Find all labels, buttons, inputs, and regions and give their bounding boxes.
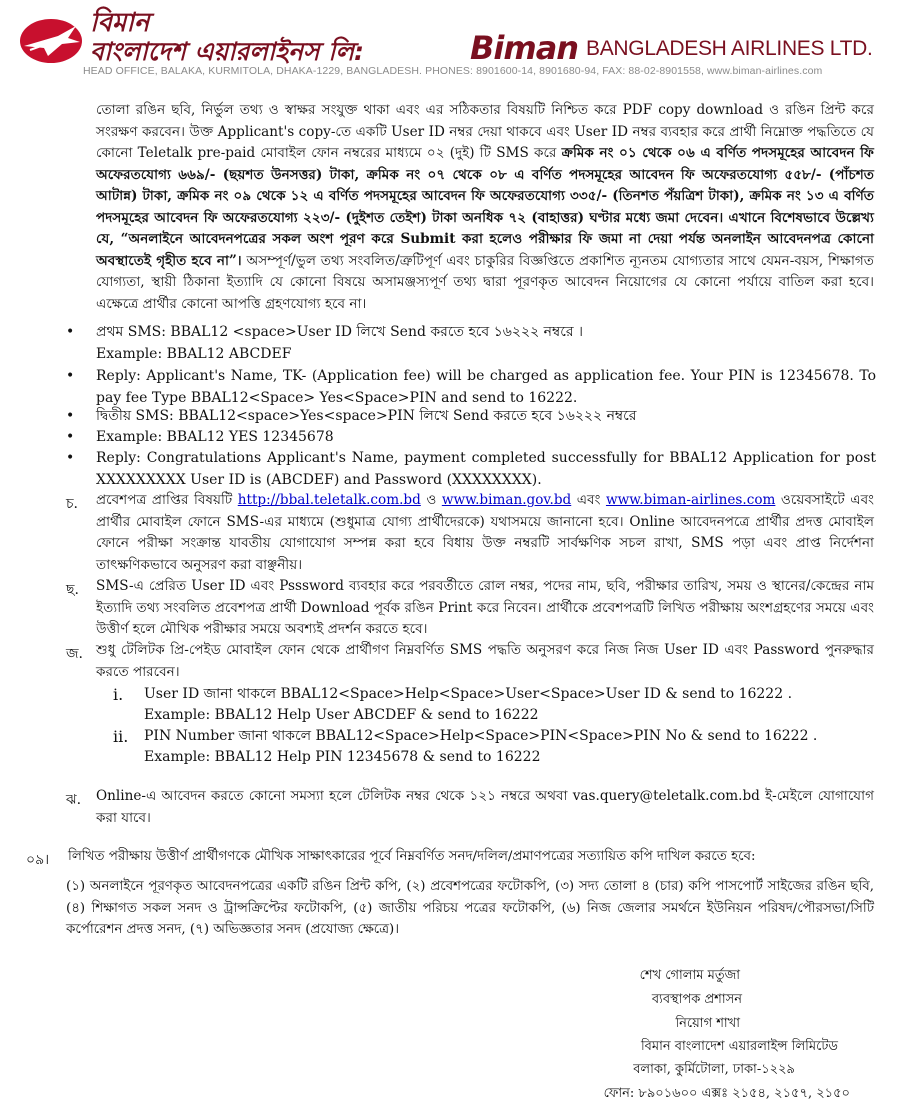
link-separator: ও <box>420 492 442 508</box>
item-marker: ছ. <box>66 582 79 598</box>
recovery-pin-example: Example: BBAL12 Help PIN 12345678 & send to 16222 <box>144 749 541 765</box>
helpline-text: Online-এ আবেদন করতে কোনো সমস্যা হলে টেলিটক নম্বর থেকে ১২১ নম্বরে অথবা vas.query@teletalk.com.bd ই-মেইলে যোগাযোগ করা যাবে। <box>96 788 874 826</box>
signatory-phone: ফোন: ৮৯০১৬০০ এক্সঃ ২১৫৪, ২১৫৭, ২১৫০ <box>603 1086 850 1101</box>
airline-logo-icon <box>18 16 84 66</box>
sub-marker: i. <box>113 685 124 704</box>
recovery-user-id-rule: User ID জানা থাকলে BBAL12<Space>Help<Space>User<Space>User ID & send to 16222 . <box>144 686 793 702</box>
signatory-address: বলাকা, কুর্মিটোলা, ঢাকা-১২২৯ <box>633 1062 795 1077</box>
signatory-designation: ব্যবস্থাপক প্রশাসন <box>651 992 742 1007</box>
admit-card-text: প্রবেশপত্র প্রাপ্তির বিষয়টি <box>96 492 238 508</box>
signatory-name: শেখ গোলাম মর্তুজা <box>639 968 740 983</box>
bullet-item: Reply: Applicant's Name, TK- (Application fee) will be charged as application fee. Your PIN is 12345678. To pay fee Type BBAL12<Space> Yes<Space>PIN and send to 16222. <box>96 368 876 406</box>
bangla-name-line1: বিমান <box>90 8 150 38</box>
intro-fee-text: ক্রমিক নং ০১ থেকে ০৬ এ বর্ণিত পদসমূহের আবেদন ফি অফেরতযোগ্য ৬৬৯/- (ছয়শত উনসত্তর) টাকা, ক্রমিক নং ০৭ থেকে ০৮ এ বর্ণিত পদসমূহের আবেদন ফি অফেরতযোগ্য ৫৫৮/- (পাঁচশত আটান্ন) টাকা, ক্রমিক নং ০৯ থেকে ১২ এ বর্ণিত পদসমূহের আবেদন ফি অফেরতযোগ্য ৩৩৫/- (তিনশত পঁয়ত্রিশ টাকা), ক্রমিক নং ১৩ এ বর্ণিত পদসমূহের আবেদন ফি অফেরতযোগ্য ২২৩/- (দুইশত তেইশ) টাকা অনধিক ৭২ (বাহাত্তর) ঘণ্টার মধ্যে জমা দেবেন। এখানে বিশেষভাবে উল্লেখ্য যে, “অনলাইনে আবেদনপত্রের সকল অংশ পূরণ করে Submit করা হলেও পরীক্ষার ফি জমা না দেয়া পর্যন্ত অনলাইন আবেদনপত্র কোনো অবস্থাতেই গৃহীত হবে না”। <box>96 145 874 269</box>
item-marker: জ. <box>66 646 83 662</box>
recovery-pin-rule: PIN Number জানা থাকলে BBAL12<Space>Help<Space>PIN<Space>PIN No & send to 16222 . <box>144 728 818 744</box>
item-marker: চ. <box>66 496 79 512</box>
letterhead <box>0 0 900 84</box>
required-documents-list: (১) অনলাইনে পূরণকৃত আবেদনপত্রের একটি রঙিন প্রিন্ট কপি, (২) প্রবেশপত্রের ফটোকপি, (৩) সদ্য তোলা ৪ (চার) কপি পাসপোর্ট সাইজের রঙিন ছবি, (৪) শিক্ষাগত সকল সনদ ও ট্রান্সক্রিপ্টের ফটোকপি, (৫) জাতীয় পরিচয় পত্রের ফটোকপি, (৬) নিজ জেলার সমর্থনে ইউনিয়ন পরিষদ/পৌরসভা/সিটি কর্পোরেশন প্রদত্ত সনদ, (৭) অভিজ্ঞতার সনদ (প্রযোজ্য ক্ষেত্রে)। <box>66 879 874 937</box>
item-marker: ঝ. <box>66 792 82 808</box>
intro-text: তোলা রঙিন ছবি, নির্ভুল তথ্য ও স্বাক্ষর সংযুক্ত থাকা এবং এর সঠিকতার বিষয়টি নিশ্চিত করে PDF copy download ও রঙিন প্রিন্ট করে সংরক্ষণ করবেন। উক্ত Applicant's copy-তে একটি User ID নম্বর দেয়া থাকবে এবং User ID নম্বর ব্যবহার করে প্রার্থী নিম্নোক্ত পদ্ধতিতে যে কোনো Teletalk pre-paid মোবাইল ফোন নম্বরের মাধ্যমে ০২ (দুই) টি SMS করে <box>96 102 874 161</box>
bangla-name-line2: বাংলাদেশ এয়ারলাইনস লি: <box>90 37 365 66</box>
intro-paragraph <box>96 100 874 315</box>
admit-card-tail: ওয়েবসাইটে এবং প্রার্থীর মোবাইল ফোনে SMS-এর মাধ্যমে (শুধুমাত্র যোগ্য প্রার্থীদেরকে) যথাসময়ে জানানো হবে। Online আবেদনপত্রে প্রার্থীর প্রদত্ত মোবাইল ফোনে পরীক্ষা সংক্রান্ত যাবতীয় যোগাযোগ সম্পন্ন করা হবে বিধায় উক্ত নম্বরটি সার্বক্ষণিক সচল রাখা, SMS পড়া এবং প্রাপ্ত নির্দেশনা তাৎক্ষণিকভাবে অনুসরণ করা বাঞ্ছনীয়। <box>96 492 875 573</box>
bullet-item <box>96 322 876 365</box>
signatory-branch: নিয়োগ শাখা <box>675 1016 740 1031</box>
intro-tail-text: অসম্পূর্ণ/ভুল তথ্য সংবলিত/ত্রুটিপূর্ণ এবং চাকুরির বিজ্ঞপ্তিতে প্রকাশিত ন্যূনতম যোগ্যতার সাথে যেমন-বয়স, শিক্ষাগত যোগ্যতা, স্থায়ী ঠিকানা ইত্যাদি যে কোনো বিষয়ে অসামঞ্জস্যপূর্ণ তথ্য দ্বারা পূরণকৃত আবেদন নিয়োগের যে কোনো পর্যায়ে বাতিল করা হবে। এক্ষেত্রে প্রার্থীর কোনো আপত্তি গ্রহণযোগ্য হবে না। <box>96 252 874 312</box>
bullet-item: দ্বিতীয় SMS: BBAL12<space>Yes<space>PIN লিখে Send করতে হবে ১৬২২২ নম্বরে <box>96 408 637 424</box>
signatory-organization: বিমান বাংলাদেশ এয়ারলাইন্স লিমিটেড <box>640 1039 838 1054</box>
head-office-address: HEAD OFFICE, BALAKA, KURMITOLA, DHAKA-1229, BANGLADESH. PHONES: 8901600-14, 8901680-94, FAX: 88-02-8901558, www.biman-airlines.com <box>83 65 823 77</box>
recovery-user-id <box>144 684 884 726</box>
sub-marker: ii. <box>113 727 129 746</box>
bullet-item: Reply: Congratulations Applicant's Name, payment completed successfully for BBAL12 Application for post XXXXXXXXX User ID is (ABCDEF) and Password (XXXXXXXX). <box>96 450 876 488</box>
section-heading: লিখিত পরীক্ষায় উত্তীর্ণ প্রার্থীগণকে মৌখিক সাক্ষাৎকারের পূর্বে নিম্নবর্ণিত সনদ/দলিল/প্রমাণপত্রের সত্যায়িত কপি দাখিল করতে হবে: <box>68 849 756 864</box>
bullet-dot: • <box>66 324 75 340</box>
teletalk-link[interactable]: http://bbal.teletalk.com.bd <box>237 492 421 508</box>
recovery-user-id-example: Example: BBAL12 Help User ABCDEF & send to 16222 <box>144 707 539 723</box>
admit-card-info <box>96 490 874 576</box>
section-number: ০৯। <box>26 852 50 868</box>
recovery-pin <box>144 726 884 768</box>
bullet-dot: • <box>66 429 75 445</box>
bullet-dot: • <box>66 368 75 384</box>
link-separator: এবং <box>571 492 606 508</box>
bullet-example: Example: BBAL12 ABCDEF <box>96 345 292 362</box>
biman-airlines-link[interactable]: www.biman-airlines.com <box>605 492 776 508</box>
bullet-text: প্রথম SMS: BBAL12 <space>User ID লিখে Send করতে হবে ১৬২২২ নম্বরে । <box>96 324 584 340</box>
bullet-dot: • <box>66 450 75 466</box>
english-company-name: BANGLADESH AIRLINES LTD. <box>586 37 873 60</box>
biman-gov-link[interactable]: www.biman.gov.bd <box>441 492 572 508</box>
bullet-item: Example: BBAL12 YES 12345678 <box>96 429 334 445</box>
recovery-text: শুধু টেলিটক প্রি-পেইড মোবাইল ফোন থেকে প্রার্থীগণ নিম্নবর্ণিত SMS পদ্ধতি অনুসরণ করে নিজ নিজ User ID এবং Password পুনরুদ্ধার করতে পারবেন। <box>96 642 874 680</box>
brand-name: Biman <box>470 29 579 67</box>
bullet-dot: • <box>66 408 75 424</box>
download-admit-card-text: SMS-এ প্রেরিত User ID এবং Psssword ব্যবহার করে পরবর্তীতে রোল নম্বর, পদের নাম, ছবি, পরীক্ষার তারিখ, সময় ও স্থানের/কেন্দ্রের নাম ইত্যাদি তথ্য সংবলিত প্রবেশপত্র প্রার্থী Download পূর্বক রঙিন Print করে নিবেন। প্রার্থীকে প্রবেশপত্রটি লিখিত পরীক্ষায় অংশগ্রহণের সময়ে এবং উত্তীর্ণ হলে মৌখিক পরীক্ষার সময়ে অবশ্যই প্রদর্শন করতে হবে। <box>96 578 874 637</box>
